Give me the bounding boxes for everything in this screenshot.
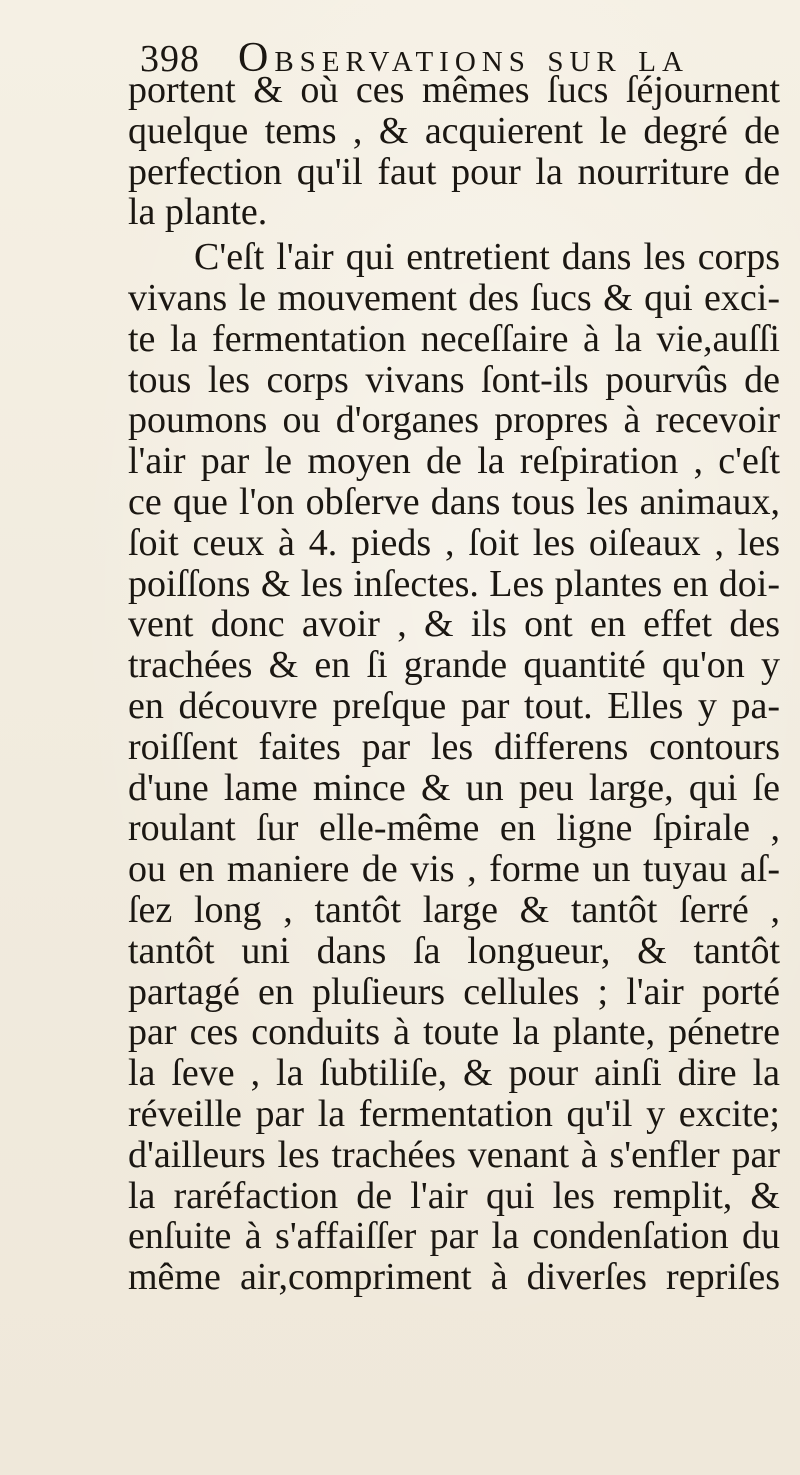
page-number: 398 [140,38,200,80]
text-line: roiſſent faites par les differens contours [128,725,780,768]
text-line: la plante. [128,191,268,234]
text-line: tantôt uni dans ſa longueur, & tantôt [128,929,780,972]
text-line: d'une lame mince & un peu large, qui ſe [128,766,780,809]
text-line: vent donc avoir , & ils ont en effet des [128,603,780,646]
text-line: perfection qu'il faut pour la nourriture de [128,150,780,193]
text-line: par ces conduits à toute la plante, pénetre [128,1011,780,1054]
text-line: en découvre preſque par tout. Elles y pa- [128,684,780,727]
text-line: la ſeve , la ſubtiliſe, & pour ainſi dire la [128,1052,780,1095]
text-line: ou en maniere de vis , forme un tuyau aſ- [128,848,780,891]
text-line: ſez long , tantôt large & tantôt ſerré , [128,888,780,931]
text-line: te la fermentation neceſſaire à la vie,auſſi [128,317,780,360]
text-line: quelque tems , & acquierent le degré de [128,109,780,152]
running-head: Observations sur la [238,35,689,81]
text-line: C'eſt l'air qui entretient dans les corps [194,236,780,279]
text-line: enſuite à s'affaiſſer par la condenſation du [128,1215,780,1258]
body-text [128,70,780,1298]
text-line: ce que l'on obſerve dans tous les animaux, [128,480,780,523]
text-line: trachées & en ſi grande quantité qu'on y [128,644,780,687]
text-line: roulant ſur elle-même en ligne ſpirale , [128,807,780,850]
text-line: vivans le mouvement des ſucs & qui exci- [128,276,780,319]
text-line: la raréfaction de l'air qui les remplit, & [128,1174,780,1217]
text-line: poiſſons & les inſectes. Les plantes en doi- [128,562,780,605]
text-line: ſoit ceux à 4. pieds , ſoit les oiſeaux , les [128,521,780,564]
text-line: portent & où ces mêmes ſucs ſéjournent [128,69,780,111]
text-line: partagé en pluſieurs cellules ; l'air porté [128,970,780,1013]
text-line: l'air par le moyen de la reſpiration , c'eſt [128,440,780,483]
text-line: d'ailleurs les trachées venant à s'enfler par [128,1133,780,1176]
text-line: réveille par la fermentation qu'il y excite; [128,1092,780,1135]
text-line: poumons ou d'organes propres à recevoir [128,399,780,442]
text-line: même air,compriment à diverſes repriſes [128,1256,780,1299]
text-line: tous les corps vivans ſont-ils pourvûs de [128,358,780,401]
